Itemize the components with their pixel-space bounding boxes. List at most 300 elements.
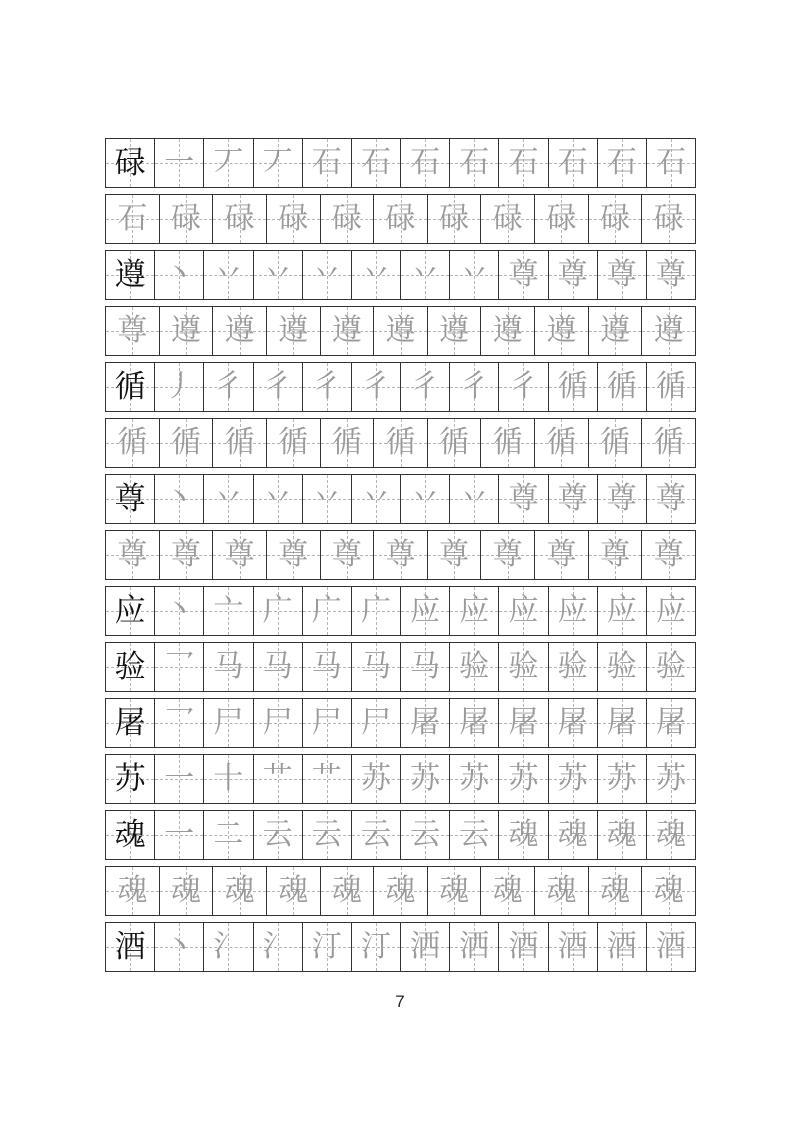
trace-character-cell	[400, 251, 449, 299]
trace-character: 丷	[213, 257, 244, 292]
trace-character-cell	[302, 139, 351, 187]
trace-character-cell	[597, 475, 646, 523]
trace-character: 遵	[546, 313, 577, 348]
trace-character: 遵	[439, 313, 470, 348]
model-character-cell	[106, 251, 154, 299]
trace-character: 循	[278, 425, 309, 460]
trace-character: 尊	[278, 537, 309, 572]
trace-character-cell	[534, 307, 588, 355]
trace-character-cell	[106, 195, 159, 243]
trace-character: 尊	[508, 257, 539, 292]
trace-character-cell	[597, 587, 646, 635]
trace-character: 氵	[262, 929, 293, 964]
trace-character-cell	[253, 251, 302, 299]
trace-character-cell	[203, 251, 252, 299]
trace-character: 丶	[164, 257, 195, 292]
trace-character: 尊	[170, 537, 201, 572]
trace-character: 苏	[655, 761, 686, 796]
trace-character: 循	[653, 425, 684, 460]
trace-character: 酒	[557, 929, 588, 964]
trace-character: 循	[606, 369, 637, 404]
trace-character-cell	[400, 811, 449, 859]
trace-character-cell	[449, 251, 498, 299]
trace-character: 验	[655, 649, 686, 684]
trace-character: 尊	[508, 481, 539, 516]
trace-character-cell	[498, 587, 547, 635]
trace-character: 石	[508, 145, 539, 180]
model-character-cell	[106, 363, 154, 411]
trace-character: 屠	[410, 705, 441, 740]
trace-character-cell	[253, 475, 302, 523]
trace-character-cell	[373, 419, 427, 467]
trace-character: 碌	[653, 201, 684, 236]
trace-character: 尊	[492, 537, 523, 572]
trace-character-cell	[480, 531, 534, 579]
trace-character-cell	[498, 643, 547, 691]
trace-character-cell	[154, 699, 203, 747]
trace-character-cell	[302, 923, 351, 971]
trace-character-cell	[548, 475, 597, 523]
trace-character-cell	[212, 867, 266, 915]
trace-character: 应	[655, 593, 686, 628]
trace-character-cell	[548, 643, 597, 691]
trace-character: 洒	[459, 929, 490, 964]
trace-character: 循	[385, 425, 416, 460]
practice-row	[105, 418, 696, 468]
trace-character-cell	[498, 923, 547, 971]
practice-row	[105, 194, 696, 244]
trace-character: 验	[557, 649, 588, 684]
trace-character-cell	[597, 363, 646, 411]
trace-character-cell	[154, 139, 203, 187]
trace-character-cell	[548, 811, 597, 859]
trace-character-cell	[302, 587, 351, 635]
trace-character: 碌	[546, 201, 577, 236]
trace-character: 屠	[459, 705, 490, 740]
trace-character-cell	[266, 531, 320, 579]
trace-character-cell	[641, 419, 695, 467]
trace-character-cell	[548, 139, 597, 187]
model-character-cell	[106, 923, 154, 971]
trace-character: 魂	[224, 873, 255, 908]
trace-character-cell	[203, 699, 252, 747]
trace-character: 广	[262, 593, 293, 628]
trace-character-cell	[373, 195, 427, 243]
trace-character: 汀	[360, 929, 391, 964]
model-character: 酒	[114, 928, 146, 965]
trace-character-cell	[302, 251, 351, 299]
trace-character: 遵	[224, 313, 255, 348]
trace-character: 魂	[278, 873, 309, 908]
trace-character-cell	[302, 699, 351, 747]
trace-character-cell	[351, 699, 400, 747]
model-character-cell	[106, 643, 154, 691]
trace-character: 丿	[164, 369, 195, 404]
trace-character-cell	[427, 307, 481, 355]
trace-character-cell	[449, 699, 498, 747]
trace-character-cell	[212, 195, 266, 243]
trace-character-cell	[597, 755, 646, 803]
trace-character: 石	[606, 145, 637, 180]
trace-character: 屠	[655, 705, 686, 740]
trace-character-cell	[646, 475, 695, 523]
page-number: 7	[395, 992, 405, 1011]
trace-character: 马	[213, 649, 244, 684]
trace-character: 云	[360, 817, 391, 852]
trace-character-cell	[498, 363, 547, 411]
practice-row	[105, 754, 696, 804]
trace-character-cell	[106, 419, 159, 467]
trace-character: 酒	[606, 929, 637, 964]
trace-character: 广	[311, 593, 342, 628]
trace-character: 尊	[439, 537, 470, 572]
trace-character: 魂	[600, 873, 631, 908]
trace-character: 酒	[508, 929, 539, 964]
trace-character-cell	[588, 419, 642, 467]
trace-character-cell	[641, 307, 695, 355]
trace-character-cell	[106, 307, 159, 355]
model-character: 苏	[114, 760, 146, 797]
model-character-cell	[106, 811, 154, 859]
practice-row	[105, 306, 696, 356]
trace-character-cell	[646, 923, 695, 971]
trace-character-cell	[548, 755, 597, 803]
trace-character: 苏	[410, 761, 441, 796]
trace-character: 汀	[311, 929, 342, 964]
trace-character: 遵	[600, 313, 631, 348]
trace-character: 循	[546, 425, 577, 460]
trace-character-cell	[400, 699, 449, 747]
trace-character: 尊	[385, 537, 416, 572]
trace-character: 尊	[557, 257, 588, 292]
trace-character: 云	[262, 817, 293, 852]
trace-character: 尸	[311, 705, 342, 740]
practice-row	[105, 474, 696, 524]
trace-character: 魂	[385, 873, 416, 908]
trace-character: 云	[459, 817, 490, 852]
trace-character-cell	[320, 195, 374, 243]
trace-character-cell	[498, 251, 547, 299]
trace-character: 马	[360, 649, 391, 684]
trace-character: 循	[224, 425, 255, 460]
trace-character: 丷	[410, 481, 441, 516]
trace-character: 苏	[508, 761, 539, 796]
trace-character: 丷	[311, 481, 342, 516]
trace-character-cell	[646, 811, 695, 859]
trace-character-cell	[203, 811, 252, 859]
trace-character: 艹	[262, 761, 293, 796]
trace-character-cell	[597, 643, 646, 691]
trace-character: 丷	[262, 481, 293, 516]
trace-character-cell	[641, 195, 695, 243]
trace-character-cell	[646, 139, 695, 187]
trace-character: 洒	[410, 929, 441, 964]
trace-character: 碌	[385, 201, 416, 236]
trace-character: 一	[164, 761, 195, 796]
trace-character: 尊	[600, 537, 631, 572]
trace-character: 云	[311, 817, 342, 852]
trace-character-cell	[159, 867, 213, 915]
trace-character: 苏	[606, 761, 637, 796]
trace-character: 屠	[606, 705, 637, 740]
trace-character-cell	[203, 923, 252, 971]
practice-row	[105, 698, 696, 748]
model-character: 尊	[114, 480, 146, 517]
trace-character: 尸	[262, 705, 293, 740]
trace-character-cell	[534, 419, 588, 467]
trace-character: 循	[331, 425, 362, 460]
trace-character-cell	[588, 307, 642, 355]
trace-character: 十	[213, 761, 244, 796]
trace-character-cell	[159, 307, 213, 355]
trace-character: 碌	[439, 201, 470, 236]
trace-character: 屠	[557, 705, 588, 740]
trace-character-cell	[597, 139, 646, 187]
trace-character: 遵	[385, 313, 416, 348]
trace-character-cell	[534, 867, 588, 915]
trace-character: 丷	[360, 481, 391, 516]
trace-character: 氵	[213, 929, 244, 964]
trace-character: 丶	[164, 481, 195, 516]
trace-character-cell	[253, 811, 302, 859]
trace-character-cell	[253, 643, 302, 691]
trace-character: 丷	[459, 257, 490, 292]
trace-character: 尊	[117, 537, 148, 572]
trace-character: 应	[557, 593, 588, 628]
practice-row	[105, 642, 696, 692]
trace-character: 艹	[311, 761, 342, 796]
trace-character: 验	[459, 649, 490, 684]
trace-character-cell	[154, 755, 203, 803]
trace-character-cell	[154, 475, 203, 523]
trace-character: 丷	[360, 257, 391, 292]
trace-character: 石	[410, 145, 441, 180]
trace-character: 尸	[360, 705, 391, 740]
trace-character: 碌	[600, 201, 631, 236]
trace-character-cell	[588, 531, 642, 579]
trace-character: 尊	[653, 537, 684, 572]
practice-row	[105, 922, 696, 972]
model-character: 循	[114, 368, 146, 405]
trace-character: 彳	[360, 369, 391, 404]
trace-character: 彳	[213, 369, 244, 404]
trace-character-cell	[373, 531, 427, 579]
trace-character: 魂	[653, 873, 684, 908]
trace-character: 循	[170, 425, 201, 460]
trace-character: 乛	[164, 649, 195, 684]
trace-character: 亠	[213, 593, 244, 628]
trace-character-cell	[498, 811, 547, 859]
trace-character-cell	[588, 195, 642, 243]
practice-row	[105, 586, 696, 636]
trace-character-cell	[427, 531, 481, 579]
trace-character-cell	[154, 811, 203, 859]
trace-character: 魂	[170, 873, 201, 908]
trace-character: 石	[360, 145, 391, 180]
trace-character-cell	[302, 755, 351, 803]
trace-character: 遵	[278, 313, 309, 348]
trace-character-cell	[351, 811, 400, 859]
trace-character: 魂	[606, 817, 637, 852]
trace-character-cell	[203, 587, 252, 635]
trace-character: 苏	[557, 761, 588, 796]
trace-character-cell	[498, 139, 547, 187]
trace-character-cell	[373, 867, 427, 915]
trace-character: 应	[459, 593, 490, 628]
practice-row	[105, 138, 696, 188]
trace-character-cell	[154, 923, 203, 971]
trace-character: 丷	[410, 257, 441, 292]
trace-character-cell	[449, 587, 498, 635]
trace-character: 循	[600, 425, 631, 460]
trace-character-cell	[400, 755, 449, 803]
trace-character: 魂	[331, 873, 362, 908]
trace-character-cell	[253, 139, 302, 187]
trace-character: 石	[557, 145, 588, 180]
trace-character-cell	[548, 587, 597, 635]
trace-character: 二	[213, 817, 244, 852]
trace-character: 尊	[546, 537, 577, 572]
trace-character-cell	[203, 475, 252, 523]
trace-character-cell	[351, 587, 400, 635]
practice-row	[105, 810, 696, 860]
trace-character-cell	[203, 363, 252, 411]
trace-character: 丷	[311, 257, 342, 292]
trace-character-cell	[320, 307, 374, 355]
trace-character-cell	[480, 419, 534, 467]
trace-character: 循	[439, 425, 470, 460]
trace-character-cell	[534, 195, 588, 243]
trace-character: 酒	[655, 929, 686, 964]
trace-character: 尸	[213, 705, 244, 740]
trace-character: 尊	[224, 537, 255, 572]
trace-character-cell	[597, 923, 646, 971]
trace-character-cell	[597, 811, 646, 859]
trace-character-cell	[159, 419, 213, 467]
trace-character-cell	[588, 867, 642, 915]
trace-character: 应	[410, 593, 441, 628]
trace-character-cell	[203, 643, 252, 691]
trace-character-cell	[266, 195, 320, 243]
trace-character-cell	[351, 923, 400, 971]
trace-character-cell	[253, 699, 302, 747]
trace-character-cell	[400, 363, 449, 411]
trace-character: 魂	[655, 817, 686, 852]
trace-character-cell	[212, 307, 266, 355]
trace-character: 循	[655, 369, 686, 404]
trace-character: 石	[311, 145, 342, 180]
trace-character-cell	[400, 475, 449, 523]
trace-character-cell	[597, 699, 646, 747]
trace-character: 应	[606, 593, 637, 628]
trace-character: 彳	[508, 369, 539, 404]
model-character: 遵	[114, 256, 146, 293]
trace-character: 验	[508, 649, 539, 684]
trace-character-cell	[449, 363, 498, 411]
trace-character: 魂	[117, 873, 148, 908]
trace-character: 遵	[170, 313, 201, 348]
trace-character: 循	[492, 425, 523, 460]
trace-character-cell	[302, 363, 351, 411]
trace-character: 丷	[262, 257, 293, 292]
trace-character-cell	[351, 755, 400, 803]
trace-character: 魂	[557, 817, 588, 852]
trace-character-cell	[449, 643, 498, 691]
trace-character: 丷	[459, 481, 490, 516]
trace-character: 尊	[655, 257, 686, 292]
trace-character-cell	[427, 867, 481, 915]
trace-character-cell	[449, 923, 498, 971]
trace-character-cell	[498, 755, 547, 803]
trace-character: 遵	[331, 313, 362, 348]
trace-character-cell	[302, 475, 351, 523]
trace-character-cell	[449, 811, 498, 859]
trace-character: 广	[360, 593, 391, 628]
trace-character: 验	[606, 649, 637, 684]
trace-character-cell	[203, 139, 252, 187]
trace-character-cell	[351, 475, 400, 523]
trace-character-cell	[159, 195, 213, 243]
trace-character: 苏	[360, 761, 391, 796]
trace-character: 应	[508, 593, 539, 628]
trace-character: 魂	[508, 817, 539, 852]
trace-character-cell	[266, 867, 320, 915]
practice-row	[105, 362, 696, 412]
model-character: 应	[114, 592, 146, 629]
trace-character-cell	[159, 531, 213, 579]
trace-character-cell	[253, 755, 302, 803]
trace-character: 屠	[508, 705, 539, 740]
trace-character: 彳	[262, 369, 293, 404]
trace-character: 马	[410, 649, 441, 684]
trace-character-cell	[302, 811, 351, 859]
practice-row	[105, 250, 696, 300]
model-character-cell	[106, 587, 154, 635]
trace-character-cell	[203, 755, 252, 803]
trace-character-cell	[480, 307, 534, 355]
trace-character-cell	[154, 587, 203, 635]
trace-character-cell	[449, 139, 498, 187]
trace-character-cell	[154, 251, 203, 299]
trace-character: 魂	[439, 873, 470, 908]
trace-character: 彳	[410, 369, 441, 404]
trace-character-cell	[253, 363, 302, 411]
trace-character: 碌	[278, 201, 309, 236]
trace-character: 石	[117, 201, 148, 236]
trace-character-cell	[480, 867, 534, 915]
model-character: 魂	[114, 816, 146, 853]
trace-character-cell	[480, 195, 534, 243]
trace-character-cell	[351, 643, 400, 691]
trace-character-cell	[351, 251, 400, 299]
trace-character-cell	[212, 531, 266, 579]
trace-character-cell	[646, 755, 695, 803]
model-character-cell	[106, 699, 154, 747]
trace-character: 尊	[606, 481, 637, 516]
trace-character: 遵	[653, 313, 684, 348]
trace-character: 碌	[170, 201, 201, 236]
trace-character: 马	[311, 649, 342, 684]
trace-character-cell	[106, 531, 159, 579]
trace-character-cell	[266, 307, 320, 355]
trace-character-cell	[253, 587, 302, 635]
trace-character-cell	[646, 251, 695, 299]
trace-character-cell	[400, 139, 449, 187]
trace-character-cell	[646, 587, 695, 635]
trace-character-cell	[373, 307, 427, 355]
trace-character-cell	[548, 363, 597, 411]
trace-character: 石	[655, 145, 686, 180]
